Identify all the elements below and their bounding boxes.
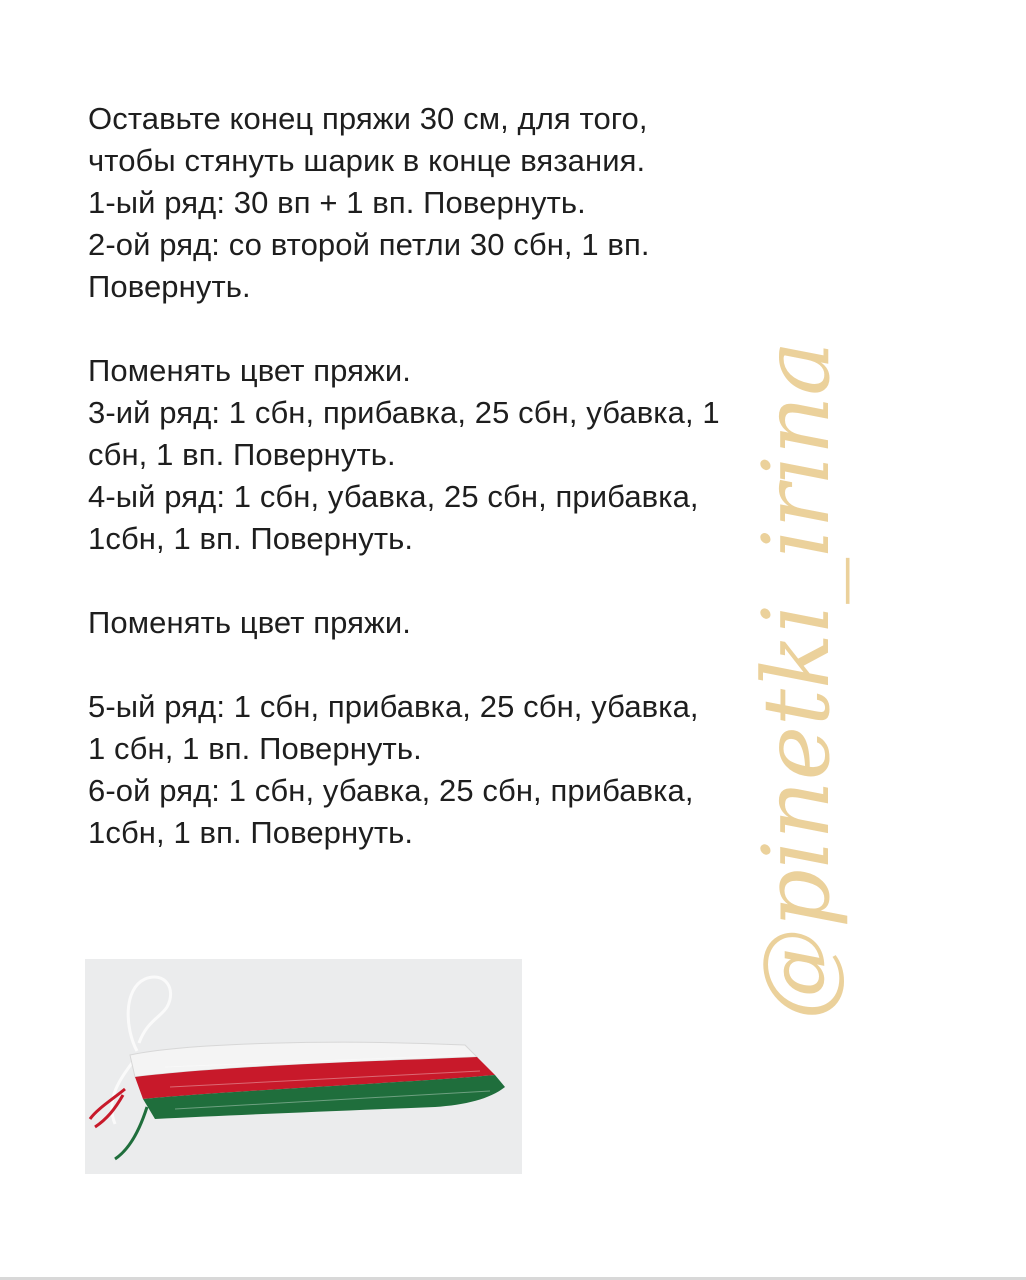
- instruction-line: Поменять цвет пряжи.: [88, 353, 411, 388]
- instruction-line: 1-ый ряд: 30 вп + 1 вп. Повернуть.: [88, 185, 586, 220]
- instruction-line: 1сбн, 1 вп. Повернуть.: [88, 521, 414, 556]
- instruction-line: 6-ой ряд: 1 сбн, убавка, 25 сбн, прибавка,: [88, 773, 694, 808]
- instruction-line: 3-ий ряд: 1 сбн, прибавка, 25 сбн, убавка, 1: [88, 395, 720, 430]
- instruction-line: 5-ый ряд: 1 сбн, прибавка, 25 сбн, убавка,: [88, 689, 699, 724]
- instruction-line: 2-ой ряд: со второй петли 30 сбн, 1 вп.: [88, 227, 650, 262]
- instruction-line: сбн, 1 вп. Повернуть.: [88, 437, 396, 472]
- instruction-line: Оставьте конец пряжи 30 см, для того,: [88, 101, 648, 136]
- instruction-line: чтобы стянуть шарик в конце вязания.: [88, 143, 646, 178]
- instruction-line: Повернуть.: [88, 269, 251, 304]
- instruction-line: 4-ый ряд: 1 сбн, убавка, 25 сбн, прибавка,: [88, 479, 699, 514]
- crochet-swatch-photo: [85, 959, 522, 1174]
- instruction-line: Поменять цвет пряжи.: [88, 605, 411, 640]
- paragraph-spacer: [88, 560, 888, 602]
- instruction-line: 1сбн, 1 вп. Повернуть.: [88, 815, 414, 850]
- paragraph-spacer: [88, 644, 888, 686]
- pattern-instructions: [88, 98, 888, 854]
- watermark-text: @pinetki_irina: [743, 340, 850, 1020]
- paragraph-spacer: [88, 308, 888, 350]
- instruction-line: 1 сбн, 1 вп. Повернуть.: [88, 731, 422, 766]
